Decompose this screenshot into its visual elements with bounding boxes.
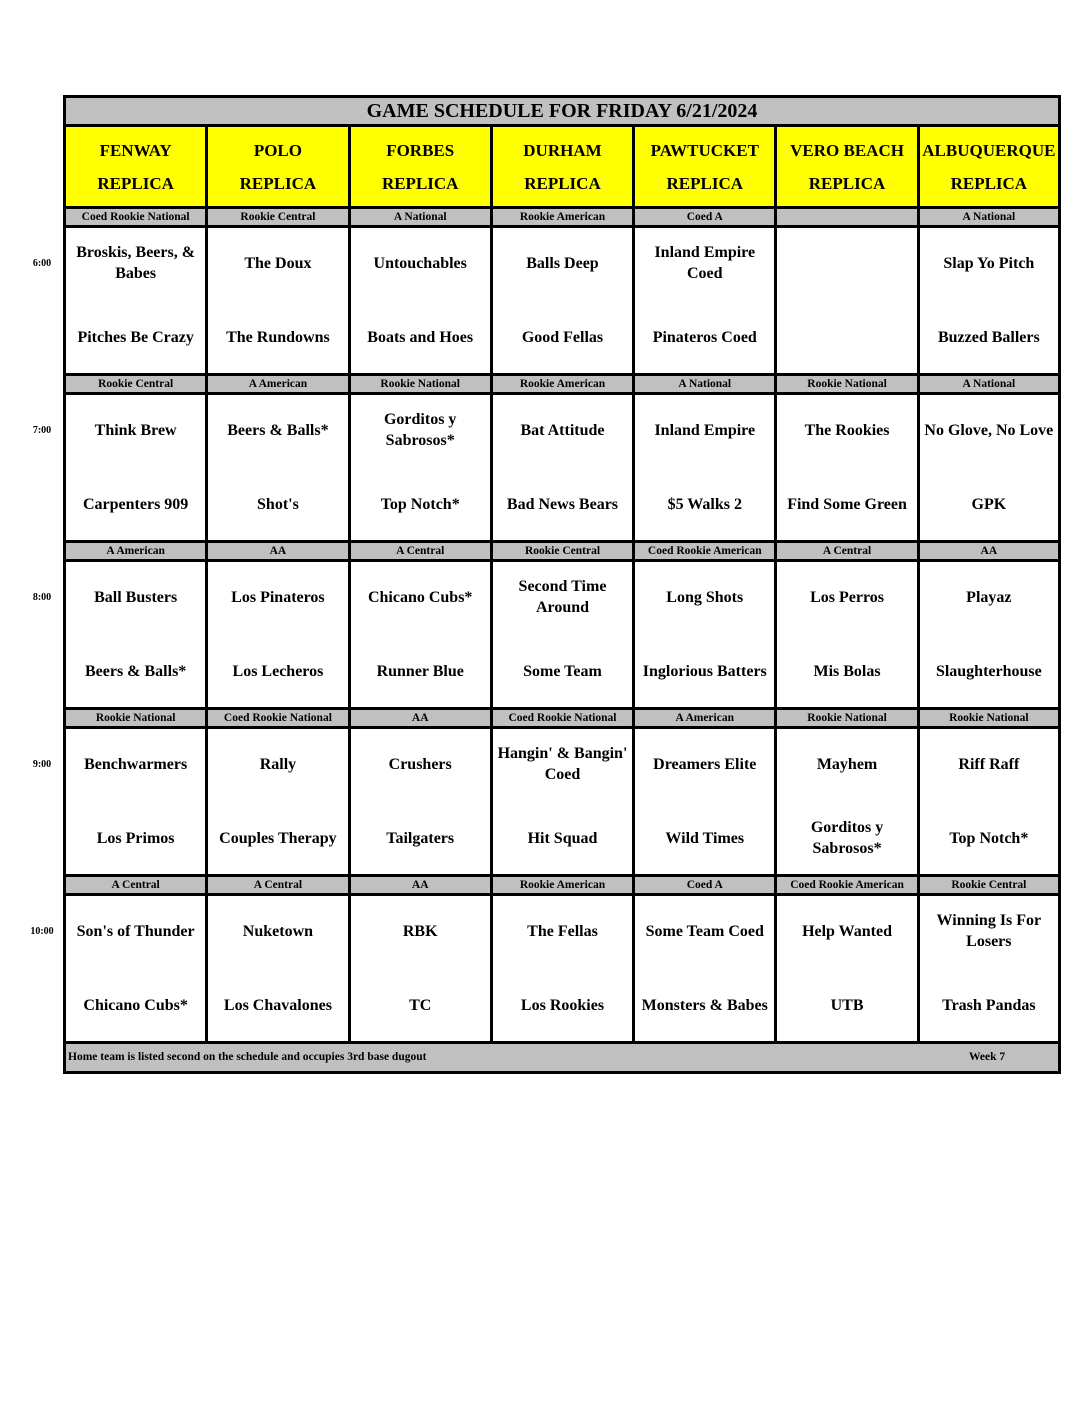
away-team: The Rookies (804, 421, 890, 439)
home-team: Hit Squad (527, 829, 598, 847)
game-cell (491, 561, 633, 709)
away-team: Inland Empire Coed (654, 244, 756, 282)
game-cell (776, 728, 918, 876)
division-label: Rookie National (776, 709, 918, 728)
division-label: Coed Rookie National (491, 709, 633, 728)
home-team: Mis Bolas (813, 662, 881, 680)
division-label: A Central (65, 876, 207, 895)
field-header (918, 126, 1059, 208)
games-row (65, 561, 1060, 709)
home-team: Some Team (523, 662, 602, 680)
game-cell (634, 895, 776, 1043)
away-team: Balls Deep (526, 254, 599, 272)
away-team: Inland Empire (654, 421, 756, 439)
home-team: $5 Walks 2 (667, 495, 742, 513)
home-team: Monsters & Babes (641, 996, 768, 1014)
game-cell (65, 394, 207, 542)
away-team: Hangin' & Bangin' Coed (497, 745, 628, 783)
home-team: Tailgaters (386, 829, 455, 847)
game-cell (349, 728, 491, 876)
game-cell (491, 728, 633, 876)
away-team: Beers & Balls* (227, 421, 329, 439)
home-team: Carpenters 909 (82, 495, 189, 513)
home-team: Pinateros Coed (652, 328, 757, 346)
home-team: Los Primos (96, 829, 175, 847)
away-team: Bat Attitude (520, 421, 605, 439)
division-label: A National (918, 208, 1059, 227)
division-label: A National (349, 208, 491, 227)
home-team (779, 312, 914, 362)
home-team: Good Fellas (521, 328, 604, 346)
away-team: Playaz (966, 588, 1012, 606)
division-row (65, 876, 1060, 895)
field-header (776, 126, 918, 208)
home-team: UTB (830, 996, 864, 1014)
division-label: Rookie American (491, 208, 633, 227)
away-team: No Glove, No Love (924, 421, 1054, 439)
home-team: GPK (971, 495, 1007, 513)
field-subtitle: REPLICA (524, 173, 601, 193)
field-header-row (65, 126, 1060, 208)
game-cell (207, 227, 349, 375)
time-slot-label: 9:00 (32, 759, 52, 770)
home-team: Wild Times (665, 829, 745, 847)
field-name: FORBES (386, 140, 455, 160)
away-team: The Doux (244, 254, 312, 272)
away-team: Second Time Around (518, 578, 607, 616)
game-cell (491, 394, 633, 542)
schedule-table (63, 95, 1061, 1074)
time-slot-label: 8:00 (32, 592, 52, 603)
division-label: AA (349, 709, 491, 728)
game-cell (918, 895, 1059, 1043)
away-team: Nuketown (242, 922, 314, 940)
title-row (65, 97, 1060, 126)
home-team: Beers & Balls* (84, 662, 187, 680)
division-label: Rookie American (491, 375, 633, 394)
game-cell (918, 728, 1059, 876)
game-cell (634, 227, 776, 375)
away-team: Chicano Cubs* (367, 588, 473, 606)
game-cell (349, 895, 491, 1043)
division-label: A National (918, 375, 1059, 394)
division-label: A National (634, 375, 776, 394)
home-team: Shot's (257, 495, 299, 513)
home-team: Buzzed Ballers (937, 328, 1040, 346)
division-label: Rookie Central (918, 876, 1059, 895)
game-cell (918, 227, 1059, 375)
home-team: Top Notch* (949, 829, 1029, 847)
field-header (349, 126, 491, 208)
away-team: Help Wanted (802, 922, 893, 940)
division-row (65, 542, 1060, 561)
time-slot-label: 6:00 (32, 258, 52, 269)
game-cell (207, 561, 349, 709)
away-team: The Fellas (527, 922, 598, 940)
home-team-note: Home team is listed second on the schedule and occupies 3rd base dugout (68, 1051, 427, 1063)
division-label: Coed Rookie American (634, 542, 776, 561)
games-row (65, 728, 1060, 876)
game-cell (65, 561, 207, 709)
division-label: AA (918, 542, 1059, 561)
division-label: AA (349, 876, 491, 895)
division-label: Rookie National (776, 375, 918, 394)
game-cell (207, 895, 349, 1043)
division-label: A American (65, 542, 207, 561)
field-name: ALBUQUERQUE (922, 140, 1056, 160)
division-label: Coed A (634, 876, 776, 895)
schedule-title: GAME SCHEDULE FOR FRIDAY 6/21/2024 (65, 97, 1060, 126)
field-header (207, 126, 349, 208)
division-label: A Central (776, 542, 918, 561)
home-team: Los Lecheros (232, 662, 324, 680)
game-cell (349, 394, 491, 542)
home-team: Inglorious Batters (642, 662, 767, 680)
time-slot-label: 7:00 (32, 425, 52, 436)
division-row (65, 375, 1060, 394)
home-team: Gorditos y Sabrosos* (810, 819, 884, 857)
division-label: Coed Rookie National (207, 709, 349, 728)
home-team: Slaughterhouse (935, 662, 1042, 680)
field-subtitle: REPLICA (97, 173, 174, 193)
division-label: Coed Rookie National (65, 208, 207, 227)
division-label: A American (634, 709, 776, 728)
away-team: RBK (402, 922, 438, 940)
home-team: Bad News Bears (506, 495, 619, 513)
field-name: FENWAY (99, 140, 172, 160)
field-name: DURHAM (523, 140, 602, 160)
away-team: Long Shots (666, 588, 744, 606)
away-team: Son's of Thunder (76, 922, 195, 940)
games-row (65, 394, 1060, 542)
division-label: Rookie National (65, 709, 207, 728)
home-team: TC (409, 996, 432, 1014)
games-row (65, 895, 1060, 1043)
home-team: Find Some Green (787, 495, 907, 513)
home-team: Top Notch* (380, 495, 460, 513)
away-team: Riff Raff (958, 755, 1020, 773)
away-team: Dreamers Elite (653, 755, 757, 773)
game-cell (349, 227, 491, 375)
home-team: Trash Pandas (942, 996, 1036, 1014)
game-cell (918, 394, 1059, 542)
game-cell (491, 227, 633, 375)
field-subtitle: REPLICA (666, 173, 744, 193)
field-subtitle: REPLICA (808, 173, 886, 193)
field-header (634, 126, 776, 208)
game-cell (207, 728, 349, 876)
away-team: Benchwarmers (84, 755, 188, 773)
division-row (65, 709, 1060, 728)
footer-row (65, 1043, 1060, 1073)
division-label: Coed Rookie American (776, 876, 918, 895)
division-label: Rookie National (349, 375, 491, 394)
away-team: Think Brew (94, 421, 177, 439)
week-label: Week 7 (969, 1051, 1006, 1063)
field-subtitle: REPLICA (381, 173, 459, 193)
field-subtitle: REPLICA (950, 173, 1028, 193)
game-cell (634, 561, 776, 709)
division-label: Rookie Central (65, 375, 207, 394)
away-team: Mayhem (816, 755, 878, 773)
game-cell (207, 394, 349, 542)
away-team: Gorditos y Sabrosos* (383, 411, 457, 449)
game-cell (634, 394, 776, 542)
away-team: Rally (259, 755, 297, 773)
home-team: Los Chavalones (223, 996, 332, 1014)
footer-cell (65, 1043, 1060, 1073)
game-cell (918, 561, 1059, 709)
division-label: Rookie Central (491, 542, 633, 561)
field-name: POLO (253, 140, 302, 160)
game-cell (491, 895, 633, 1043)
home-team: Couples Therapy (219, 829, 337, 847)
division-label: AA (207, 542, 349, 561)
game-cell (776, 561, 918, 709)
field-subtitle: REPLICA (239, 173, 317, 193)
away-team: Broskis, Beers, & Babes (76, 244, 196, 282)
field-name: VERO BEACH (790, 140, 904, 160)
away-team: Los Perros (810, 588, 884, 606)
division-label: A Central (349, 542, 491, 561)
games-row (65, 227, 1060, 375)
field-header (491, 126, 633, 208)
game-cell (65, 227, 207, 375)
home-team: Runner Blue (376, 662, 464, 680)
home-team: Pitches Be Crazy (77, 328, 194, 346)
division-label (776, 208, 918, 227)
game-cell (776, 394, 918, 542)
game-cell (776, 227, 918, 375)
home-team: The Rundowns (226, 328, 330, 346)
away-team: Los Pinateros (231, 588, 325, 606)
game-cell (349, 561, 491, 709)
away-team: Winning Is For Losers (936, 912, 1042, 950)
division-label: Rookie American (491, 876, 633, 895)
away-team: Slap Yo Pitch (943, 254, 1035, 272)
away-team: Ball Busters (94, 588, 178, 606)
home-team: Los Rookies (520, 996, 605, 1014)
game-cell (634, 728, 776, 876)
field-header (65, 126, 207, 208)
division-row (65, 208, 1060, 227)
game-cell (65, 895, 207, 1043)
division-label: A American (207, 375, 349, 394)
away-team: Crushers (388, 755, 452, 773)
time-slot-label: 10:00 (30, 926, 54, 937)
division-label: Rookie National (918, 709, 1059, 728)
division-label: A Central (207, 876, 349, 895)
home-team: Chicano Cubs* (83, 996, 188, 1014)
division-label: Coed A (634, 208, 776, 227)
game-cell (776, 895, 918, 1043)
away-team (779, 238, 914, 288)
game-cell (65, 728, 207, 876)
division-label: Rookie Central (207, 208, 349, 227)
away-team: Some Team Coed (645, 922, 764, 940)
away-team: Untouchables (373, 254, 467, 272)
field-name: PAWTUCKET (650, 140, 759, 160)
home-team: Boats and Hoes (367, 328, 474, 346)
